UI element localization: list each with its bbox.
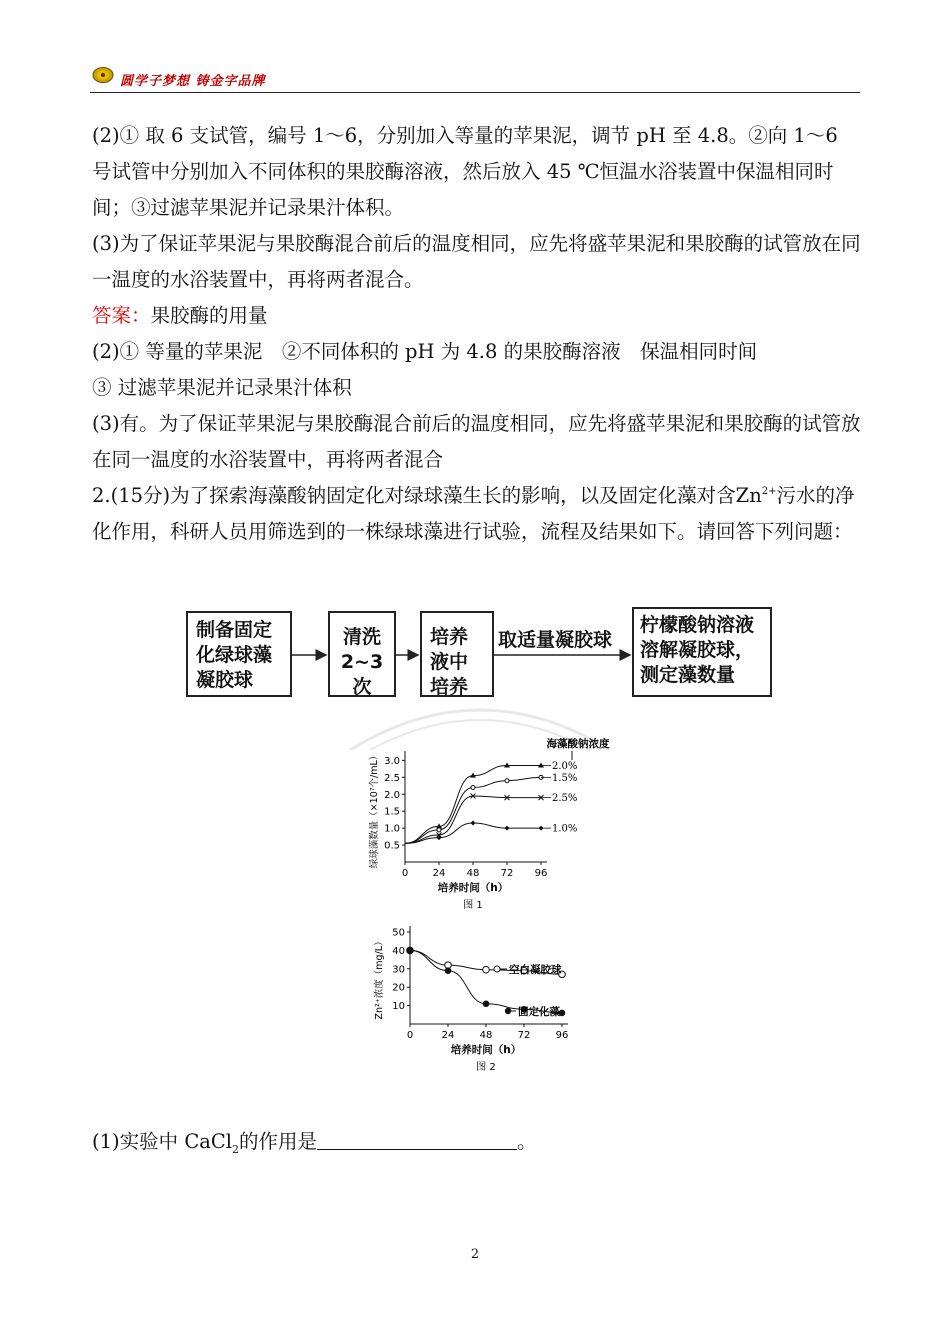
page-number: 2 [470, 1247, 480, 1262]
x-tick-label: 48 [479, 1030, 493, 1041]
series-label: 固定化藻 [518, 1006, 560, 1018]
x-tick-label: 72 [517, 1030, 531, 1041]
y-tick-label: 1.5 [384, 806, 400, 818]
flow-arrows [186, 607, 776, 703]
series-label: 1.0% [552, 823, 578, 835]
x-tick-label: 48 [466, 868, 480, 879]
y-tick-label: 40 [392, 945, 405, 957]
data-point [445, 967, 452, 974]
y-axis-label: 绿球藻数量（×10⁷个/mL） [369, 750, 380, 869]
answer-line-4: (3)有。为了保证苹果泥与果胶酶混合前后的温度相同，应先将盛苹果泥和果胶酶的试管放在同一温度的水浴装置中，再将两者混合 [92, 412, 861, 471]
body-text [92, 118, 862, 550]
q2-zn-sup: 2+ [761, 486, 777, 497]
data-point [483, 1000, 490, 1007]
series-label: 1.5% [552, 772, 578, 784]
chart-figure-1 [360, 732, 620, 912]
flow-arrow-label: 取适量凝胶球 [498, 629, 613, 651]
y-tick-label: 10 [392, 1001, 405, 1013]
data-point [437, 828, 441, 832]
data-point [505, 779, 509, 783]
legend-marker [494, 966, 500, 972]
legend-marker [505, 1008, 511, 1014]
x-axis-label: 培养时间（h） [437, 882, 509, 894]
x-tick-label: 24 [441, 1030, 455, 1041]
chart-title: 图 1 [463, 900, 483, 911]
chart-title: 图 2 [476, 1062, 496, 1073]
data-point [407, 947, 414, 954]
data-point [505, 826, 510, 831]
question-2 [92, 478, 862, 550]
y-tick-label: 2.0 [384, 789, 400, 801]
data-point [437, 835, 442, 840]
logo-icon [92, 66, 114, 84]
legend-title: 海藻酸钠浓度 [546, 738, 610, 750]
q2-zn: Zn [735, 484, 762, 507]
flow-box-culture: 培养液中培养 [420, 611, 494, 697]
series-label: 空白凝胶球 [509, 964, 562, 976]
answer-line-1 [92, 298, 862, 334]
flow-box-prepare: 制备固定化绿球藻凝胶球 [186, 611, 292, 697]
data-point [471, 821, 476, 826]
q2-prefix: 2.(15分)为了探索海藻酸钠固定化对绿球藻生长的影响，以及固定化藻对含 [92, 484, 736, 507]
y-tick-label: 50 [392, 927, 405, 939]
header-slogan: 圆学子梦想 铸金字品牌 [120, 74, 266, 89]
x-tick-label: 24 [432, 868, 446, 879]
x-tick-label: 96 [534, 868, 548, 879]
x-tick-label: 72 [500, 868, 514, 879]
answer-blank[interactable] [317, 1127, 517, 1150]
x-tick-label: 0 [406, 1030, 414, 1041]
series-label: 2.0% [552, 760, 578, 772]
q1-end: 。 [517, 1130, 537, 1153]
y-tick-label: 20 [392, 982, 405, 994]
y-tick-label: 2.5 [384, 772, 400, 784]
answer-label: 答案： [92, 304, 151, 327]
data-point [471, 785, 475, 789]
answer-first: 果胶酶的用量 [150, 304, 268, 327]
q1-after: 的作用是 [239, 1130, 318, 1153]
x-tick-label: 0 [401, 868, 409, 879]
series-line-3 [405, 823, 541, 843]
y-tick-label: 3.0 [384, 755, 400, 767]
y-tick-label: 30 [392, 964, 405, 976]
question-1 [92, 1124, 537, 1160]
answer-line-2: (2)① 等量的苹果泥 ②不同体积的 pH 为 4.8 的果胶酶溶液 保温相同时间 [92, 340, 758, 363]
series-label: 2.5% [552, 793, 578, 805]
page-header [90, 64, 860, 93]
flow-box-measure: 柠檬酸钠溶液溶解凝胶球，测定藻数量 [632, 607, 772, 697]
series-line-2 [405, 796, 541, 843]
flow-diagram [186, 607, 776, 703]
data-point [483, 966, 490, 973]
answer-line-3: ③ 过滤苹果泥并记录果汁体积 [92, 376, 352, 399]
paragraph-3: (3)为了保证苹果泥与果胶酶混合前后的温度相同，应先将盛苹果泥和果胶酶的试管放在同一温度的水浴装置中，再将两者混合。 [92, 232, 861, 291]
q2-rest: 污水的净化作用，科研人员用筛选到的一株绿球藻进行试验，流程及结果如下。请回答下列问题： [92, 484, 855, 543]
q1-text: (1)实验中 CaCl [92, 1130, 233, 1153]
x-axis-label: 培养时间（h） [450, 1044, 522, 1056]
paragraph-2: (2)① 取 6 支试管，编号 1～6，分别加入等量的苹果泥，调节 pH 至 4.8。②向 1～6 号试管中分别加入不同体积的果胶酶溶液，然后放入 45 ℃恒温水浴装置中保温相同时间；③过滤苹果泥并记录果汁体积。 [92, 124, 838, 219]
y-tick-label: 0.5 [384, 840, 400, 852]
chart-figure-2 [365, 924, 615, 1104]
y-tick-label: 1.0 [384, 823, 400, 835]
q1-sub: 2 [232, 1142, 240, 1156]
flow-box-wash: 清洗2~3次 [328, 611, 396, 697]
x-tick-label: 96 [555, 1030, 569, 1041]
y-axis-label: Zn²⁺浓度（mg/L） [374, 936, 385, 1020]
